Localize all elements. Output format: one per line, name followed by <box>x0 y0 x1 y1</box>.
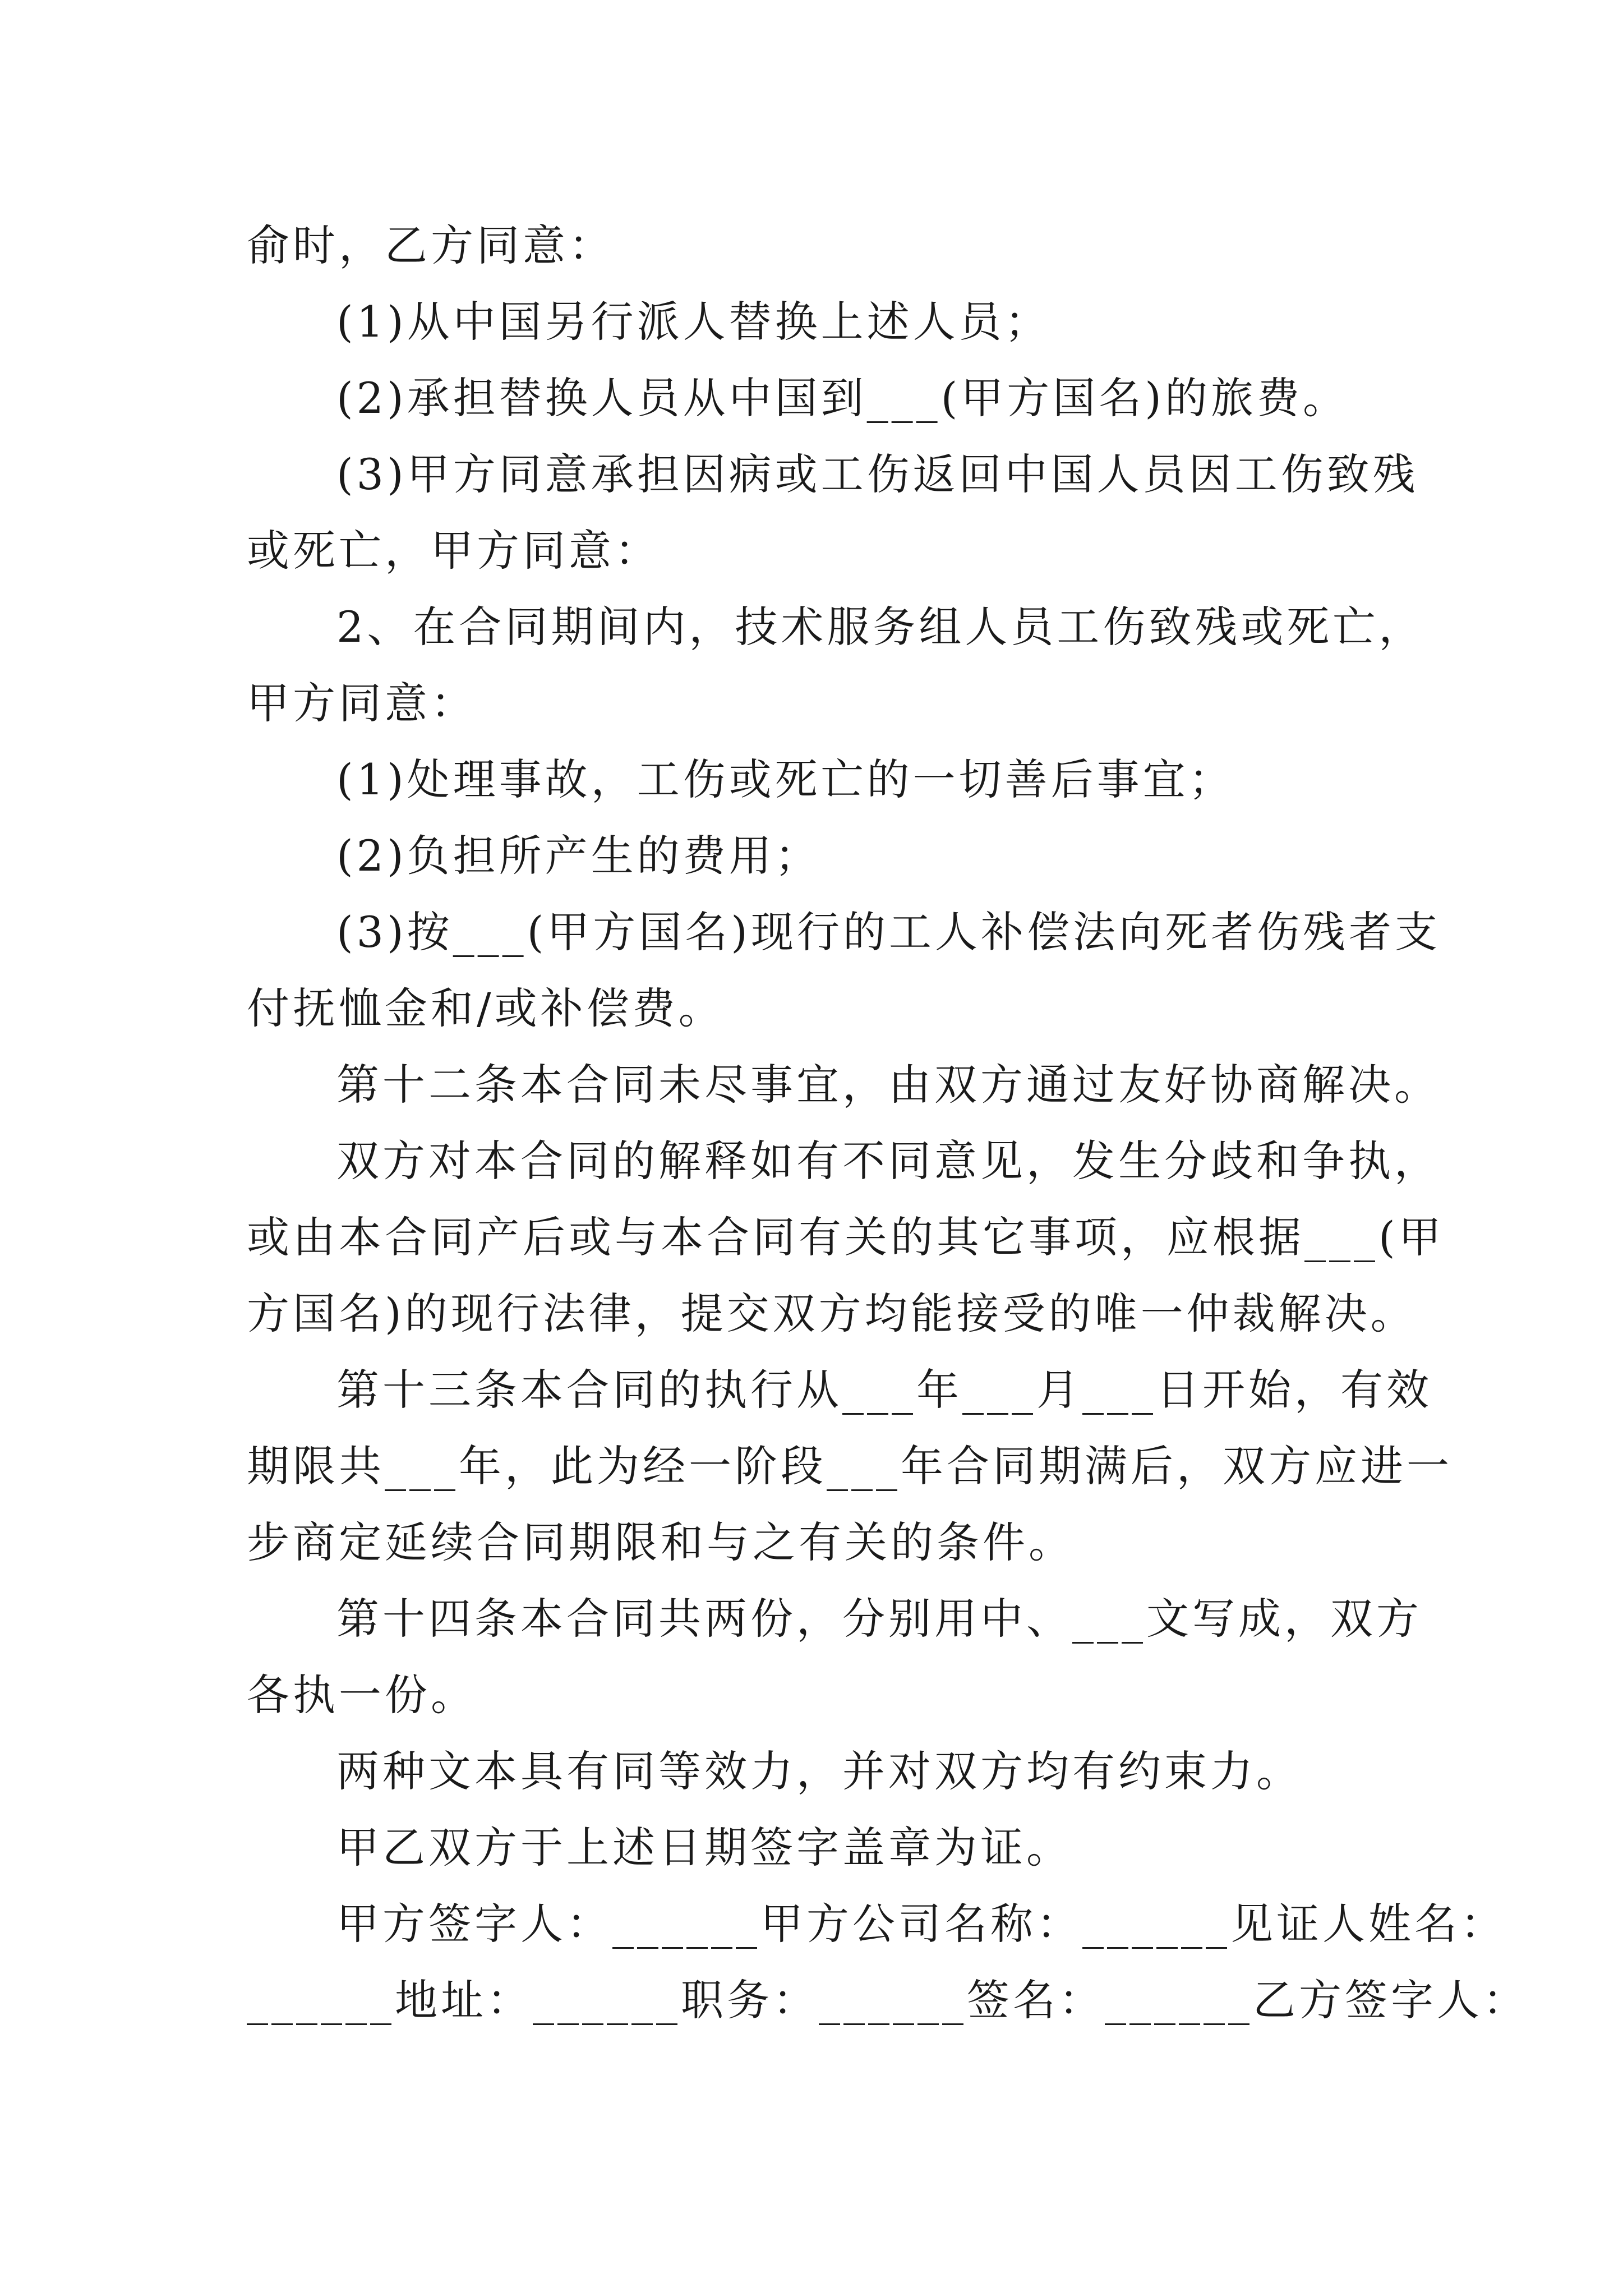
text-line: 第十四条本合同共两份，分别用中、___文写成，双方 <box>336 1594 1422 1644</box>
text-line: 步商定延续合同期限和与之有关的条件。 <box>247 1517 1075 1567</box>
text-line: 方国名)的现行法律，提交双方均能接受的唯一仲裁解决。 <box>247 1289 1417 1338</box>
text-line: 甲方同意： <box>247 678 477 728</box>
text-line: 双方对本合同的解释如有不同意见，发生分歧和争执， <box>336 1136 1440 1186</box>
text-line: (1)处理事故，工伤或死亡的一切善后事宜； <box>336 754 1235 804</box>
text-line: 俞时，乙方同意： <box>247 220 615 270</box>
text-line: 甲方签字人：______甲方公司名称：______见证人姓名： <box>336 1899 1506 1949</box>
text-line: 甲乙双方于上述日期签字盖章为证。 <box>336 1823 1072 1872</box>
text-line: (2)负担所产生的费用； <box>336 831 821 881</box>
text-line: (3)甲方同意承担因病或工伤返回中国人员因工伤致残 <box>336 449 1419 499</box>
text-line: (2)承担替换人员从中国到___(甲方国名)的旅费。 <box>336 373 1349 423</box>
document-body <box>247 208 1529 2039</box>
text-line: 两种文本具有同等效力，并对双方均有约束力。 <box>336 1746 1302 1796</box>
text-line: 或由本合同产后或与本合同有关的其它事项，应根据___(甲 <box>247 1212 1445 1262</box>
text-line: 付抚恤金和/或补偿费。 <box>247 983 725 1033</box>
text-line: 期限共___年，此为经一阶段___年合同期满后，双方应进一 <box>247 1441 1453 1491</box>
text-line: 第十三条本合同的执行从___年___月___日开始，有效 <box>336 1365 1432 1415</box>
text-line: 第十二条本合同未尽事宜，由双方通过友好协商解决。 <box>336 1060 1440 1110</box>
text-line: (1)从中国另行派人替换上述人员； <box>336 297 1051 347</box>
text-line: (3)按___(甲方国名)现行的工人补偿法向死者伤残者支 <box>336 907 1441 957</box>
text-line: 各执一份。 <box>247 1670 477 1720</box>
text-line: 2、在合同期间内，技术服务组人员工伤致残或死亡， <box>336 602 1425 652</box>
text-line: ______地址：______职务：______签名：______乙方签字人： <box>247 1975 1529 2025</box>
text-line: 或死亡，甲方同意： <box>247 526 661 576</box>
